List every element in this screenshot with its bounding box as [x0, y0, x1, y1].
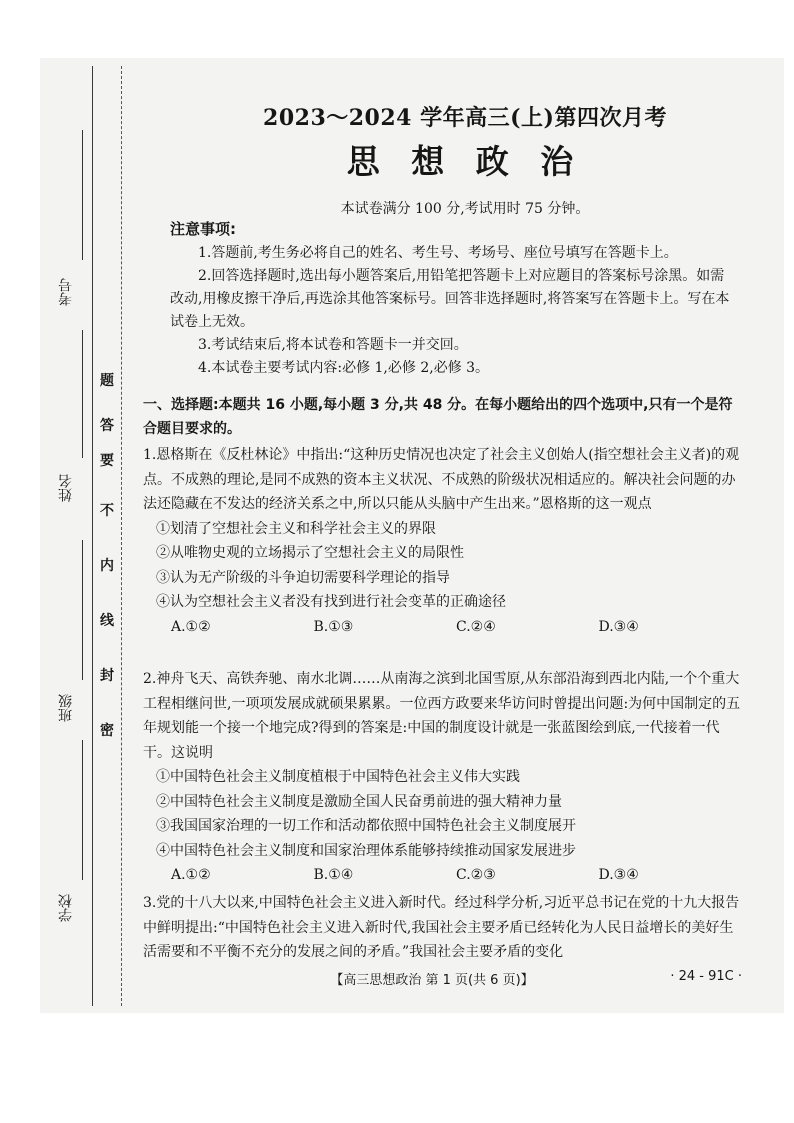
exam-number-blank[interactable]	[82, 130, 83, 260]
question-statement: ①中国特色社会主义制度植根于中国特色社会主义伟大实践	[156, 769, 520, 785]
class-blank[interactable]	[82, 540, 83, 680]
question-statement: ①划清了空想社会主义和科学社会主义的界限	[156, 520, 436, 537]
note-item: 3.考试结束后,将本试卷和答题卡一并交回。	[198, 337, 468, 353]
seal-char: 题	[100, 373, 114, 389]
subject-title: 思 想 政 治	[346, 142, 584, 181]
notes-block	[170, 218, 735, 380]
choice-b[interactable]: B.①③	[313, 618, 354, 635]
note-item: 1.答题前,考生务必将自己的姓名、考生号、考场号、座位号填写在答题卡上。	[198, 245, 678, 261]
choice-b[interactable]: B.①④	[313, 867, 354, 883]
binding-line-dashed	[121, 66, 122, 1006]
choice-a[interactable]: A.①②	[171, 867, 211, 883]
binding-line-solid	[92, 66, 93, 1006]
question-stem: 3.党的十八大以来,中国特色社会主义进入新时代。经过科学分析,习近平总书记在党的十九大报告中鲜明提出:“中国特色社会主义进入新时代,我国社会主要矛盾已经转化为人民日益增长的美好生活需要和不平衡不充分的发展之间的矛盾。”我国社会主要矛盾的变化	[143, 895, 740, 960]
question-statement: ③我国国家治理的一切工作和活动都依照中国特色社会主义制度展开	[156, 818, 576, 834]
answer-choices	[143, 863, 741, 888]
note-item: 2.回答选择题时,选出每小题答案后,用铅笔把答题卡上对应题目的答案标号涂黑。如需改动,用橡皮擦干净后,再选涂其他答案标号。回答非选择题时,将答案写在答题卡上。写在本试卷上无效。	[170, 268, 730, 330]
question-3	[143, 891, 741, 965]
school-blank[interactable]	[82, 740, 83, 880]
seal-char: 内	[100, 558, 114, 574]
note-item: 4.本试卷主要考试内容:必修 1,必修 2,必修 3。	[198, 360, 490, 376]
name-blank[interactable]	[82, 330, 83, 458]
seal-char: 要	[100, 453, 114, 469]
question-1	[143, 443, 741, 639]
seal-char: 不	[100, 503, 114, 519]
exam-info: 本试卷满分 100 分,考试用时 75 分钟。	[340, 201, 590, 217]
question-statement: ③认为无产阶级的斗争迫切需要科学理论的指导	[156, 569, 450, 586]
choice-d[interactable]: D.③④	[598, 618, 639, 635]
exam-title: 2023～2024 学年高三(上)第四次月考	[263, 105, 667, 131]
answer-choices	[143, 615, 741, 640]
question-statement: ④认为空想社会主义者没有找到进行社会变革的正确途径	[156, 594, 506, 610]
question-stem: 1.恩格斯在《反杜林论》中指出:“这种历史情况也决定了社会主义创始人(指空想社会主义者)的观点。不成熟的理论,是同不成熟的资本主义状况、不成熟的阶级状况相适应的。解决社会问题的办法还隐藏在不发达的经济关系之中,所以只能从头脑中产生出来。”恩格斯的这一观点	[143, 447, 740, 512]
question-stem: 2.神舟飞天、高铁奔驰、南水北调……从南海之滨到北国雪原,从东部沿海到西北内陆,一个个重大工程相继问世,一项项发展成就硕果累累。一位西方政要来华访问时曾提出问题:为何中国制定的五年规划能一个接一个地完成?得到的答案是:中国的制度设计就是一张蓝图绘到底,一代接着一代干。这说明	[143, 671, 741, 761]
question-statement: ②从唯物史观的立场揭示了空想社会主义的局限性	[156, 545, 464, 561]
exam-number-label: 考号	[58, 278, 74, 306]
page-info: 【高三思想政治 第 1 页(共 6 页)】	[330, 973, 534, 988]
seal-char: 线	[100, 613, 114, 629]
school-label: 学校	[58, 894, 74, 922]
choice-c[interactable]: C.②③	[456, 867, 496, 883]
question-2	[143, 667, 741, 888]
section-heading: 一、选择题:本题共 16 小题,每小题 3 分,共 48 分。在每小题给出的四个选项中,只有一个是符合题目要求的。	[143, 397, 733, 437]
choice-d[interactable]: D.③④	[598, 867, 639, 883]
seal-char: 密	[100, 723, 114, 739]
choice-c[interactable]: C.②④	[456, 618, 496, 635]
seal-char: 答	[100, 418, 114, 434]
question-statement: ②中国特色社会主义制度是激励全国人民奋勇前进的强大精神力量	[156, 793, 562, 810]
seal-char: 封	[100, 668, 114, 684]
question-statement: ④中国特色社会主义制度和国家治理体系能够持续推动国家发展进步	[156, 842, 576, 859]
notes-heading: 注意事项:	[170, 220, 236, 238]
name-label: 姓名	[58, 474, 74, 502]
paper-code: · 24 - 91C ·	[670, 969, 742, 984]
class-label: 班级	[58, 694, 74, 722]
choice-a[interactable]: A.①②	[171, 618, 211, 635]
